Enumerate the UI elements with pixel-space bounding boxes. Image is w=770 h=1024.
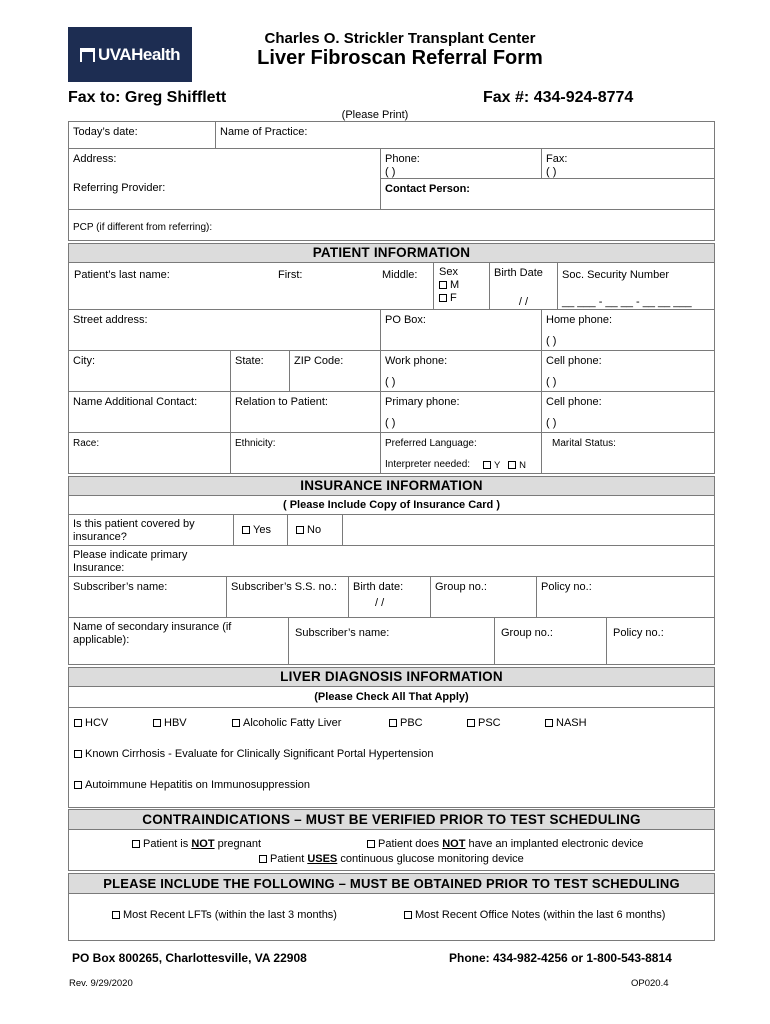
cirrhosis-label: Known Cirrhosis - Evaluate for Clinically Significant Portal Hypertension — [85, 748, 434, 760]
not-pregnant-post: pregnant — [214, 838, 262, 850]
checkbox-icon — [74, 719, 82, 727]
insurance-birth-date-label: Birth date: — [353, 581, 404, 593]
insurance-no-label: No — [307, 524, 322, 536]
second-cell-phone-label: Cell phone: — [546, 396, 602, 408]
dx-option-label: PSC — [478, 717, 501, 729]
checkbox-icon — [467, 719, 475, 727]
checkbox-icon — [153, 719, 161, 727]
birth-date-field[interactable] — [489, 262, 558, 310]
form-title: Liver Fibroscan Referral Form — [257, 47, 543, 69]
phone-paren: ( ) — [385, 166, 396, 178]
contact-person-label: Contact Person: — [385, 183, 470, 195]
cell-phone-paren: ( ) — [546, 376, 557, 388]
dx-option-cirrhosis[interactable] — [74, 748, 433, 761]
diagnosis-options-box — [68, 707, 715, 808]
ssn-blanks: __ ___ - __ __ - __ __ ___ — [562, 296, 692, 308]
address-field[interactable] — [68, 148, 381, 210]
insurance-yes-label: Yes — [253, 524, 271, 536]
checkbox-icon — [112, 911, 120, 919]
fax-label: Fax: — [546, 153, 568, 165]
secondary-policy-field[interactable] — [606, 617, 715, 665]
relation-label: Relation to Patient: — [235, 396, 328, 408]
phone-label: Phone: — [385, 153, 420, 165]
work-phone-field[interactable] — [380, 350, 542, 392]
ethnicity-label: Ethnicity: — [235, 438, 276, 449]
state-field[interactable] — [230, 350, 290, 392]
dx-option-label: NASH — [556, 717, 587, 729]
sex-f-label: F — [450, 292, 457, 304]
todays-date-label: Today’s date: — [73, 126, 138, 138]
contraindications-box — [68, 829, 715, 871]
po-box-field[interactable] — [380, 309, 542, 351]
checkbox-icon — [389, 719, 397, 727]
no-implanted-device-option[interactable] — [367, 838, 643, 851]
recent-notes-label: Most Recent Office Notes (within the last 6 months) — [415, 909, 666, 921]
phone-field[interactable] — [380, 148, 542, 179]
subscriber-ss-field[interactable] — [226, 576, 349, 618]
street-address-field[interactable] — [68, 309, 381, 351]
group-no-label: Group no.: — [435, 581, 487, 593]
dx-option-label: PBC — [400, 717, 423, 729]
referring-provider-label: Referring Provider: — [73, 182, 166, 194]
checkbox-icon — [242, 526, 250, 534]
fax-number: Fax #: 434-924-8774 — [483, 89, 634, 106]
birth-date-label: Birth Date — [494, 267, 543, 279]
autoimmune-label: Autoimmune Hepatitis on Immunosuppression — [85, 779, 311, 791]
interpreter-options — [483, 460, 526, 471]
glucose-post: continuous glucose monitoring device — [337, 853, 524, 865]
insurance-no-option[interactable] — [287, 514, 343, 546]
dx-option-autoimmune[interactable] — [74, 779, 310, 792]
dx-option-psc[interactable] — [467, 717, 501, 730]
work-phone-label: Work phone: — [385, 355, 448, 367]
primary-insurance-label: Please indicate primary Insurance: — [73, 549, 188, 574]
home-phone-field[interactable] — [541, 309, 715, 351]
recent-lfts-label: Most Recent LFTs (within the last 3 months) — [123, 909, 337, 921]
po-box-label: PO Box: — [385, 314, 426, 326]
insurance-birth-date-field[interactable] — [348, 576, 431, 618]
todays-date-field[interactable] — [68, 121, 216, 149]
home-phone-label: Home phone: — [546, 314, 613, 326]
state-label: State: — [235, 355, 264, 367]
policy-no-label: Policy no.: — [541, 581, 592, 593]
checkbox-icon — [439, 281, 447, 289]
insurance-yes-option[interactable] — [233, 514, 288, 546]
secondary-insurance-field[interactable] — [68, 617, 289, 665]
dx-option-alcoholic-fatty-liver[interactable] — [232, 717, 341, 730]
secondary-policy-label: Policy no.: — [613, 627, 664, 639]
ssn-label: Soc. Security Number — [562, 269, 669, 281]
insurance-blank-cell — [342, 514, 715, 546]
glucose-pre: Patient — [270, 853, 308, 865]
not-pregnant-option[interactable] — [132, 838, 261, 851]
interpreter-no-label: N — [519, 460, 526, 471]
dx-option-hcv[interactable] — [74, 717, 108, 730]
primary-phone-field[interactable] — [380, 391, 542, 433]
sex-f-option[interactable] — [439, 292, 484, 305]
recent-notes-option[interactable] — [404, 909, 665, 922]
subscriber-name-field[interactable] — [68, 576, 227, 618]
device-pre: Patient does — [378, 838, 443, 850]
sex-field[interactable] — [433, 262, 490, 310]
covered-label: Is this patient covered by insurance? — [73, 518, 195, 543]
checkbox-icon — [483, 461, 491, 469]
secondary-group-field[interactable] — [494, 617, 607, 665]
marital-status-field[interactable] — [541, 432, 715, 474]
form-code: OP020.4 — [631, 978, 669, 989]
additional-contact-label: Name Additional Contact: — [73, 396, 198, 408]
device-emphasis: NOT — [442, 838, 466, 850]
not-pregnant-pre: Patient is — [143, 838, 192, 850]
primary-insurance-field[interactable] — [68, 545, 715, 577]
cell-phone-field[interactable] — [541, 350, 715, 392]
glucose-monitor-option[interactable] — [259, 853, 524, 866]
checkbox-icon — [74, 781, 82, 789]
zip-label: ZIP Code: — [294, 355, 344, 367]
pcp-field[interactable] — [68, 209, 715, 241]
checkbox-icon — [545, 719, 553, 727]
patient-section-header: PATIENT INFORMATION — [68, 243, 715, 263]
checkbox-icon — [508, 461, 516, 469]
interpreter-label: Interpreter needed: — [385, 459, 471, 470]
secondary-insurance-label: Name of secondary insurance (if applicable): — [73, 621, 232, 646]
additional-contact-field[interactable] — [68, 391, 231, 433]
diagnosis-section-header: LIVER DIAGNOSIS INFORMATION — [68, 667, 715, 687]
insurance-subtitle: ( Please Include Copy of Insurance Card ) — [68, 495, 715, 515]
diagnosis-subtitle: (Please Check All That Apply) — [68, 686, 715, 708]
birth-date-slashes: / / — [518, 296, 529, 308]
ethnicity-field[interactable] — [230, 432, 381, 474]
work-phone-paren: ( ) — [385, 376, 396, 388]
group-no-field[interactable] — [430, 576, 537, 618]
dx-option-hbv[interactable] — [153, 717, 187, 730]
primary-phone-label: Primary phone: — [385, 396, 460, 408]
center-name: Charles O. Strickler Transplant Center — [264, 30, 536, 47]
covered-field — [68, 514, 234, 546]
recent-lfts-option[interactable] — [112, 909, 337, 922]
checkbox-icon — [367, 840, 375, 848]
fax-to: Fax to: Greg Shifflett — [68, 89, 227, 106]
sex-m-option[interactable] — [439, 279, 484, 292]
first-name-label: First: — [278, 269, 303, 281]
policy-no-field[interactable] — [536, 576, 715, 618]
sex-label: Sex — [439, 266, 458, 278]
dx-option-nash[interactable] — [545, 717, 587, 730]
checkbox-icon — [232, 719, 240, 727]
include-section-header: PLEASE INCLUDE THE FOLLOWING – MUST BE OBTAINED PRIOR TO TEST SCHEDULING — [68, 873, 715, 894]
subscriber-name-label: Subscriber’s name: — [73, 581, 168, 593]
dx-option-label: HBV — [164, 717, 187, 729]
logo-text: UVAHealth — [97, 44, 181, 64]
secondary-group-label: Group no.: — [501, 627, 553, 639]
second-cell-phone-field[interactable] — [541, 391, 715, 433]
uva-health-logo — [68, 27, 192, 82]
city-field[interactable] — [68, 350, 231, 392]
middle-name-label: Middle: — [382, 269, 418, 281]
footer-phone: Phone: 434-982-4256 or 1-800-543-8814 — [449, 951, 672, 965]
last-name-label: Patient’s last name: — [74, 269, 170, 281]
language-label: Preferred Language: — [385, 438, 477, 449]
relation-field[interactable] — [230, 391, 381, 433]
revision-date: Rev. 9/29/2020 — [69, 978, 133, 989]
checkbox-icon — [74, 750, 82, 758]
please-print: (Please Print) — [341, 109, 409, 121]
cell-phone-label: Cell phone: — [546, 355, 602, 367]
checkbox-icon — [439, 294, 447, 302]
fax-paren: ( ) — [546, 166, 557, 178]
second-cell-phone-paren: ( ) — [546, 417, 557, 429]
contact-person-field[interactable] — [380, 178, 715, 210]
interpreter-no-option[interactable] — [508, 460, 526, 471]
checkbox-icon — [259, 855, 267, 863]
race-field[interactable] — [68, 432, 231, 474]
interpreter-yes-label: Y — [494, 460, 501, 471]
secondary-subscriber-field[interactable] — [288, 617, 495, 665]
race-label: Race: — [73, 438, 100, 449]
zip-field[interactable] — [289, 350, 381, 392]
secondary-subscriber-label: Subscriber’s name: — [295, 627, 390, 639]
not-pregnant-emphasis: NOT — [191, 838, 215, 850]
patient-name-field[interactable] — [68, 262, 434, 310]
interpreter-yes-option[interactable] — [483, 460, 500, 471]
dx-option-label: Alcoholic Fatty Liver — [243, 717, 342, 729]
footer-address: PO Box 800265, Charlottesville, VA 22908 — [72, 951, 307, 965]
checkbox-icon — [296, 526, 304, 534]
insurance-section-header: INSURANCE INFORMATION — [68, 476, 715, 496]
checkbox-icon — [132, 840, 140, 848]
pcp-label: PCP (if different from referring): — [73, 222, 213, 233]
sex-m-label: M — [450, 279, 460, 291]
city-label: City: — [73, 355, 95, 367]
checkbox-icon — [404, 911, 412, 919]
street-label: Street address: — [73, 314, 148, 326]
subscriber-ss-label: Subscriber’s S.S. no.: — [231, 581, 337, 593]
dx-option-label: HCV — [85, 717, 109, 729]
fax-field[interactable] — [541, 148, 715, 179]
practice-name-field[interactable] — [215, 121, 715, 149]
device-post: have an implanted electronic device — [465, 838, 644, 850]
contraindications-section-header: CONTRAINDICATIONS – MUST BE VERIFIED PRIOR TO TEST SCHEDULING — [68, 809, 715, 830]
building-icon — [80, 48, 95, 62]
marital-status-label: Marital Status: — [552, 438, 616, 449]
dx-option-pbc[interactable] — [389, 717, 423, 730]
primary-phone-paren: ( ) — [385, 417, 396, 429]
glucose-emphasis: USES — [307, 853, 338, 865]
home-phone-paren: ( ) — [546, 335, 557, 347]
insurance-birth-slashes: / / — [375, 597, 385, 609]
practice-name-label: Name of Practice: — [220, 126, 308, 138]
address-label: Address: — [73, 153, 117, 165]
include-box — [68, 893, 715, 941]
ssn-field[interactable] — [557, 262, 715, 310]
